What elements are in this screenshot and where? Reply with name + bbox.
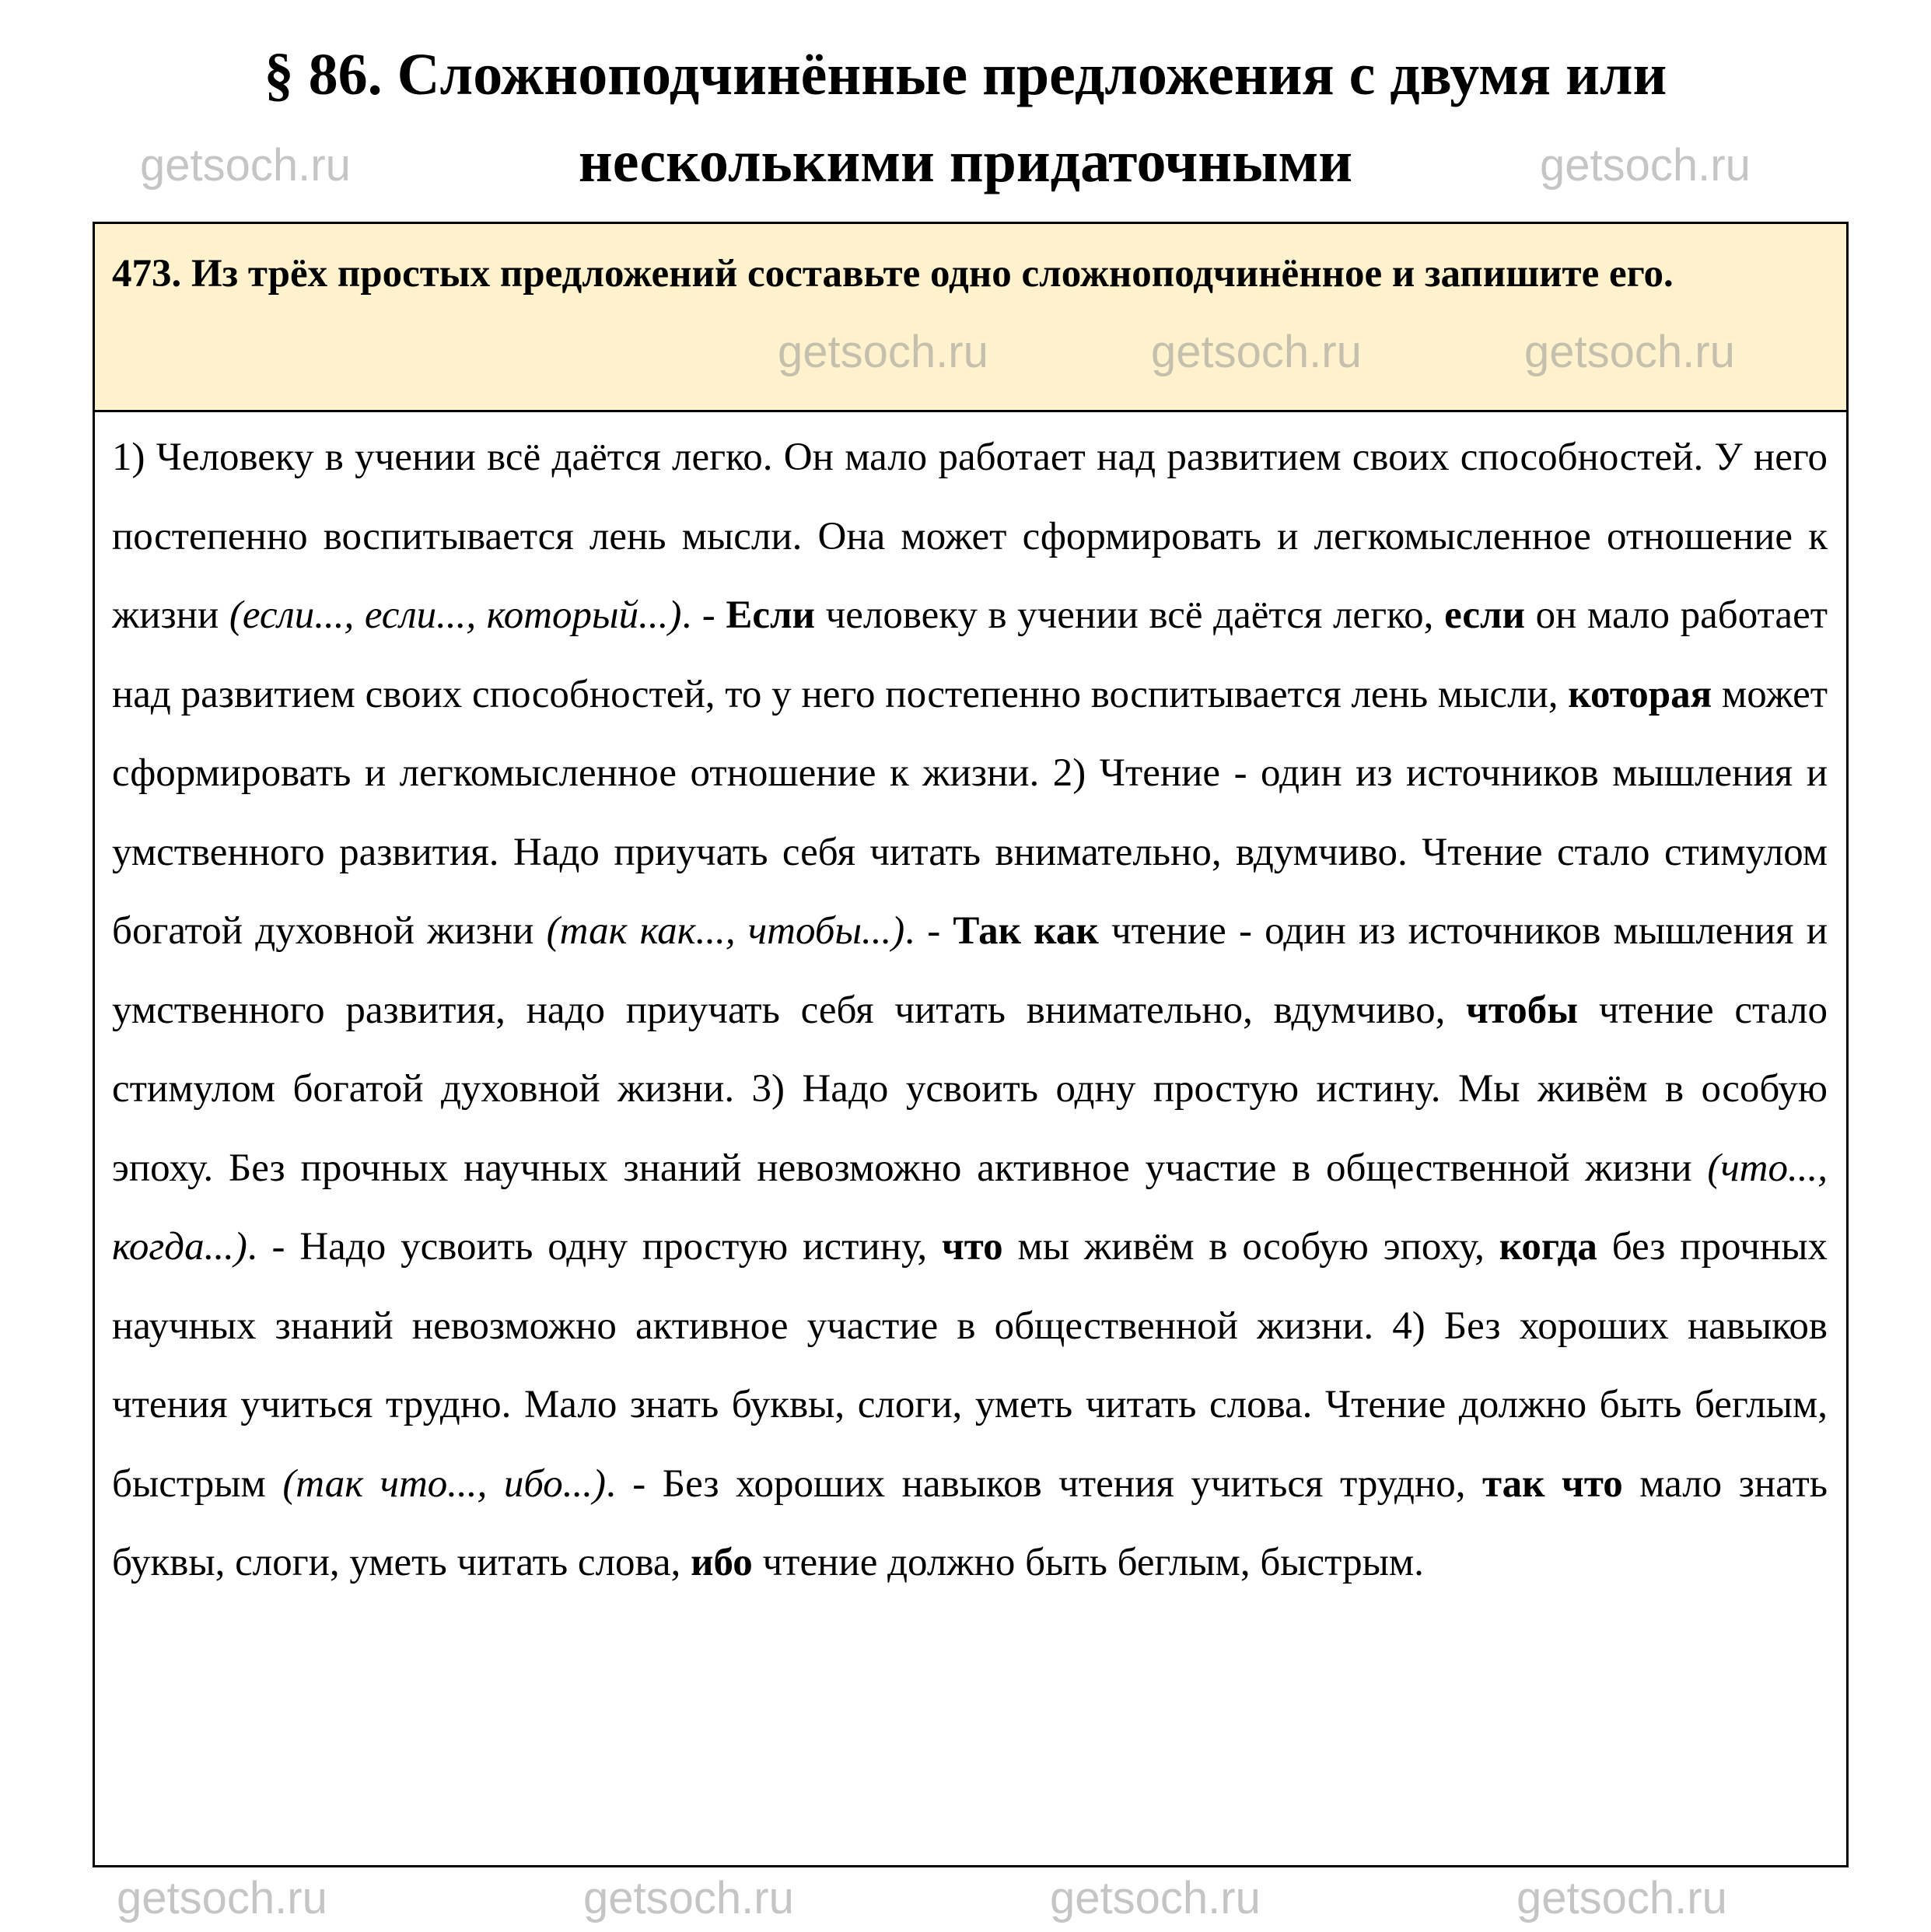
conjunction-bold: Так как bbox=[953, 909, 1099, 953]
hint-italic: (так что..., ибо...) bbox=[282, 1461, 607, 1506]
conjunction-bold: Если bbox=[726, 593, 815, 637]
conjunction-bold: что bbox=[942, 1225, 1003, 1269]
watermark: getsoch.ru bbox=[140, 140, 351, 191]
answer-text: . - Надо усвоить одну простую истину, bbox=[247, 1225, 942, 1269]
title-line-2: несколькими придаточными bbox=[578, 129, 1353, 194]
watermark: getsoch.ru bbox=[778, 327, 988, 377]
conjunction-bold: если bbox=[1444, 593, 1525, 637]
conjunction-bold: ибо bbox=[691, 1541, 753, 1584]
answer-text: человеку в учении всё даётся легко, bbox=[814, 593, 1445, 637]
watermark: getsoch.ru bbox=[1540, 140, 1751, 191]
page-title bbox=[0, 31, 1931, 205]
hint-italic: (так как..., чтобы...) bbox=[546, 909, 905, 953]
answer-text: . - bbox=[681, 593, 726, 637]
exercise-table bbox=[93, 222, 1849, 1867]
exercise-answer bbox=[95, 412, 1846, 1603]
answer-text: может сформировать и легкомысленное отношение к жизни. 2) Чтение - один из источников мышления и умственного развития. Надо приучать себя читать внимательно, вдумчиво. Чтение стало стимулом богатой духовной жизни bbox=[112, 672, 1828, 953]
answer-text: он мало работает над развитием своих способностей, то у него постепенно воспитывается лень мысли, bbox=[112, 593, 1828, 716]
conjunction-bold: когда bbox=[1499, 1225, 1597, 1269]
watermark: getsoch.ru bbox=[1050, 1873, 1261, 1923]
answer-text: . - Без хороших навыков чтения учиться трудно, bbox=[606, 1461, 1482, 1506]
answer-text: чтение должно быть беглым, быстрым. bbox=[752, 1541, 1424, 1584]
watermark: getsoch.ru bbox=[1151, 327, 1362, 377]
watermark: getsoch.ru bbox=[1524, 327, 1735, 377]
answer-text: мы живём в особую эпоху, bbox=[1002, 1225, 1499, 1269]
watermark: getsoch.ru bbox=[1516, 1873, 1727, 1923]
conjunction-bold: так что bbox=[1481, 1461, 1623, 1506]
conjunction-bold: чтобы bbox=[1466, 988, 1579, 1032]
hint-italic: (если..., если..., который...) bbox=[229, 593, 682, 637]
exercise-header: 473. Из трёх простых предложений составьте одно сложноподчинённое и запишите его. bbox=[95, 224, 1846, 412]
conjunction-bold: которая bbox=[1568, 672, 1712, 716]
answer-text: без прочных научных знаний невозможно активное участие в общественной жизни. 4) Без хороших навыков чтения учиться трудно. Мало знать буквы, слоги, уметь читать слова. Чтение должно быть беглым, быстрым bbox=[112, 1225, 1828, 1506]
answer-text: чтение - один из источников мышления и умственного развития, надо приучать себя читать внимательно, вдумчиво, bbox=[112, 909, 1828, 1032]
hint-italic: (что..., когда...) bbox=[112, 1146, 1828, 1269]
title-line-1: § 86. Сложноподчинённые предложения с двумя или bbox=[264, 42, 1667, 107]
watermark: getsoch.ru bbox=[117, 1873, 327, 1923]
answer-text: мало знать буквы, слоги, уметь читать слова, bbox=[112, 1461, 1828, 1584]
watermark: getsoch.ru bbox=[583, 1873, 794, 1923]
answer-text: чтение стало стимулом богатой духовной жизни. 3) Надо усвоить одну простую истину. Мы живём в особую эпоху. Без прочных научных знаний невозможно активное участие в общественной жизни bbox=[112, 988, 1828, 1190]
answer-text: 1) Человеку в учении всё даётся легко. Он мало работает над развитием своих способностей. У него постепенно воспитывается лень мысли. Она может сформировать и легкомысленное отношение к жизни bbox=[112, 436, 1828, 637]
answer-text: . - bbox=[904, 909, 953, 953]
